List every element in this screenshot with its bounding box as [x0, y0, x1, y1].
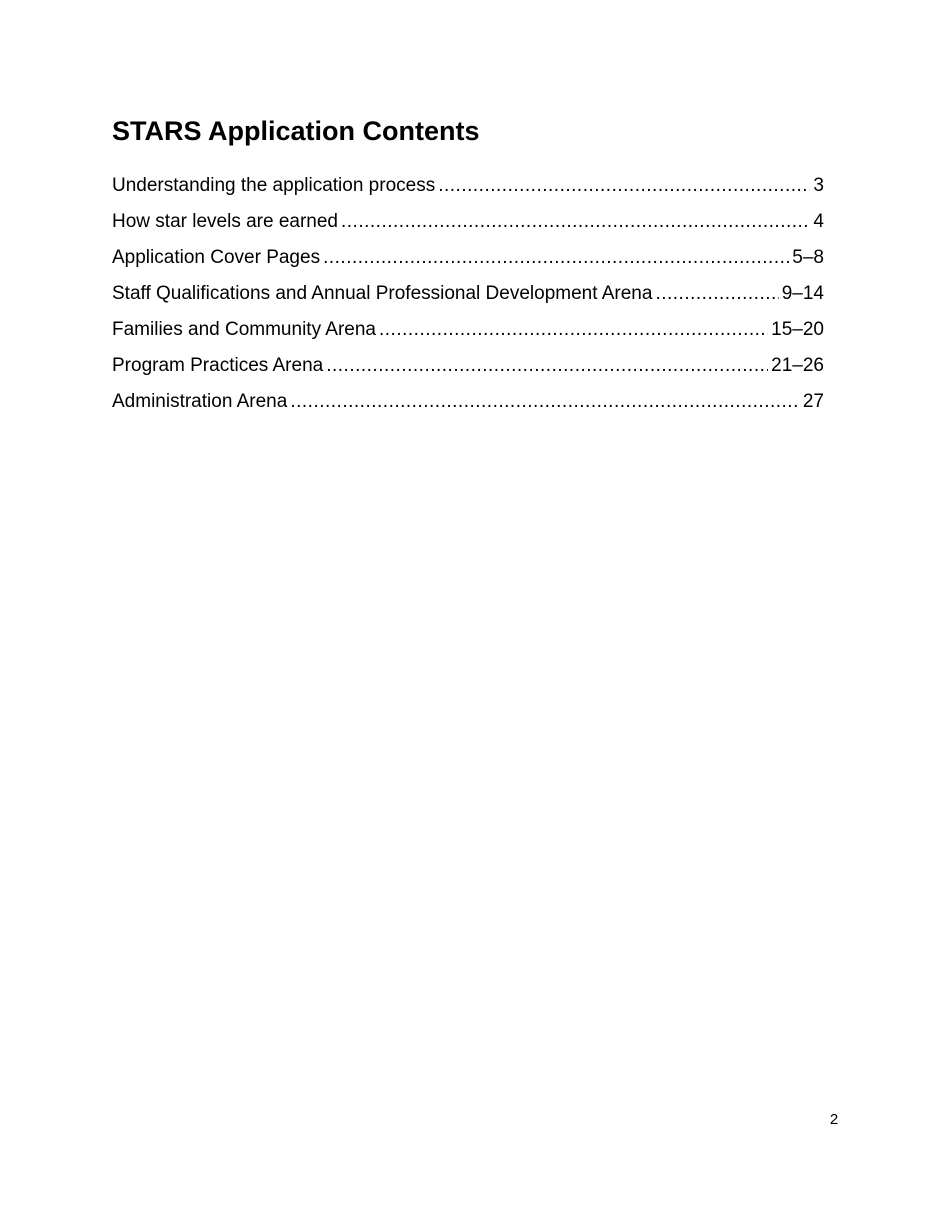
page-title: STARS Application Contents — [112, 116, 480, 146]
toc-entry-label: How star levels are earned — [112, 211, 338, 232]
toc-dot-leader — [290, 384, 800, 420]
toc-dot-leader — [341, 204, 810, 240]
toc-dot-leader — [326, 348, 768, 384]
toc-entry — [112, 204, 824, 240]
toc-entry-label: Administration Arena — [112, 391, 288, 412]
toc-entry-label: Families and Community Arena — [112, 319, 376, 340]
toc-entry-page: 15–20 — [771, 319, 824, 340]
toc-entry-label: Understanding the application process — [112, 175, 436, 196]
toc-entry — [112, 168, 824, 204]
toc-entry — [112, 276, 824, 312]
table-of-contents — [112, 168, 824, 420]
toc-entry-page: 9–14 — [781, 283, 824, 304]
toc-entry-label: Program Practices Arena — [112, 355, 324, 376]
toc-dot-leader — [438, 168, 810, 204]
toc-entry-label: Staff Qualifications and Annual Professional Development Arena — [112, 283, 653, 304]
toc-entry — [112, 240, 824, 276]
toc-dot-leader — [323, 240, 789, 276]
toc-dot-leader — [655, 276, 778, 312]
toc-entry — [112, 348, 824, 384]
toc-entry — [112, 384, 824, 420]
toc-entry-page: 27 — [802, 391, 824, 412]
toc-entry-page: 3 — [813, 175, 824, 196]
toc-entry-label: Application Cover Pages — [112, 247, 321, 268]
toc-entry-page: 21–26 — [771, 355, 824, 376]
toc-entry-page: 4 — [813, 211, 824, 232]
toc-entry-page: 5–8 — [792, 247, 824, 268]
toc-entry — [112, 312, 824, 348]
toc-dot-leader — [379, 312, 768, 348]
page-number: 2 — [829, 1111, 839, 1128]
